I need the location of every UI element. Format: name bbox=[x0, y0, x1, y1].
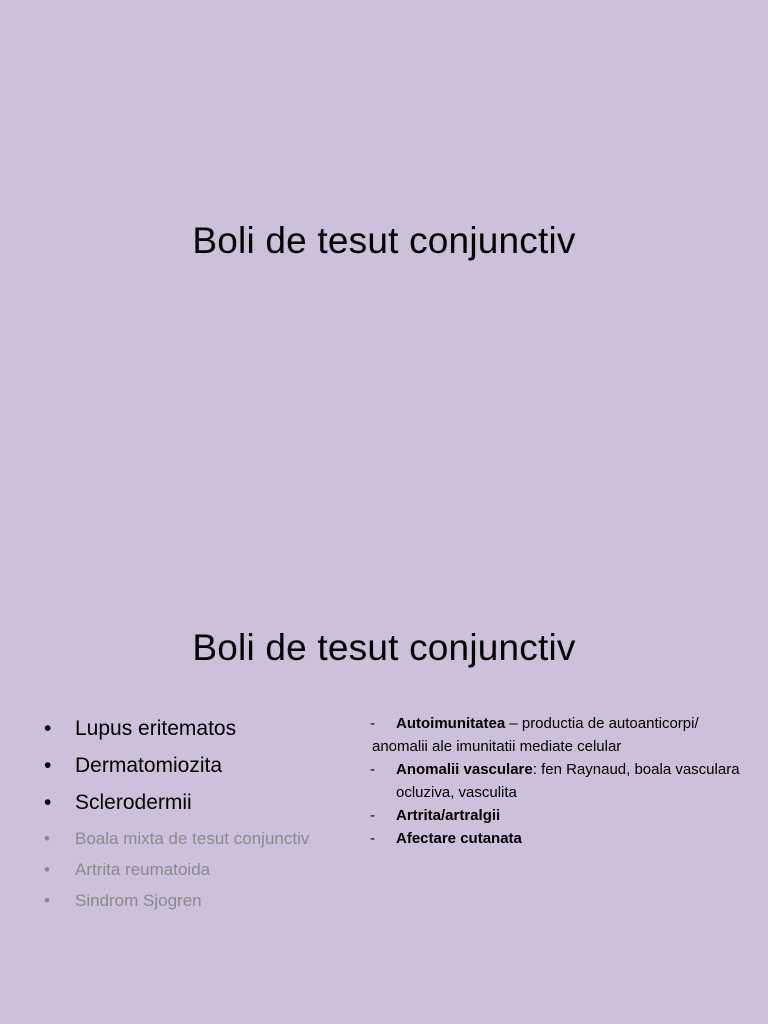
feature-item-arthritis bbox=[372, 804, 752, 827]
features-list bbox=[372, 712, 752, 850]
feature-term: Autoimunitatea bbox=[396, 715, 506, 732]
feature-description: : fen Raynaud, boala vasculara ocluziva, vasculita bbox=[396, 761, 740, 801]
list-item-label: Boala mixta de tesut conjunctiv bbox=[75, 829, 310, 848]
disease-list bbox=[42, 712, 372, 916]
feature-item-vascular bbox=[372, 758, 752, 804]
feature-term: Anomalii vasculare bbox=[396, 761, 533, 778]
dash-icon: - bbox=[370, 715, 375, 732]
feature-continuation: anomalii ale imunitatii mediate celular bbox=[372, 738, 622, 755]
bullet-icon: • bbox=[44, 891, 50, 910]
feature-term: Artrita/artralgii bbox=[396, 807, 501, 824]
list-item-label: Sindrom Sjogren bbox=[75, 891, 202, 910]
list-item bbox=[42, 749, 372, 786]
dash-icon: - bbox=[370, 761, 375, 778]
content-slide bbox=[0, 512, 768, 1024]
list-item-label: Artrita reumatoida bbox=[75, 860, 211, 879]
list-item-label: Dermatomiozita bbox=[75, 754, 223, 777]
list-item bbox=[42, 823, 372, 854]
list-item-label: Lupus eritematos bbox=[75, 717, 237, 740]
dash-icon: - bbox=[370, 830, 375, 847]
list-item bbox=[42, 712, 372, 749]
bullet-icon: • bbox=[44, 829, 50, 848]
feature-term: Afectare cutanata bbox=[396, 830, 522, 847]
list-item bbox=[42, 885, 372, 916]
feature-description: – productia de autoanticorpi/ bbox=[505, 715, 699, 732]
slide-title: Boli de tesut conjunctiv bbox=[192, 627, 576, 668]
list-item bbox=[42, 854, 372, 885]
slide-title: Boli de tesut conjunctiv bbox=[192, 220, 576, 261]
list-item bbox=[42, 786, 372, 823]
bullet-icon: • bbox=[44, 717, 52, 740]
bullet-icon: • bbox=[44, 791, 52, 814]
feature-item-autoimmunity bbox=[372, 712, 752, 735]
list-item-label: Sclerodermii bbox=[75, 791, 192, 814]
dash-icon: - bbox=[370, 807, 375, 824]
feature-item-skin bbox=[372, 827, 752, 850]
bullet-icon: • bbox=[44, 860, 50, 879]
bullet-icon: • bbox=[44, 754, 52, 777]
